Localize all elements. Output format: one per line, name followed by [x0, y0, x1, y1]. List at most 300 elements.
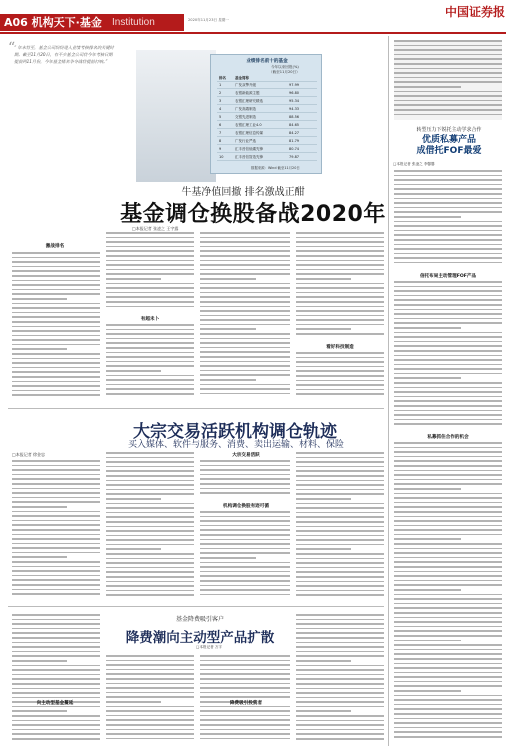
- text-line: [200, 738, 290, 740]
- text-line: [296, 632, 384, 634]
- story1-column-1: [12, 252, 100, 402]
- text-line: [200, 301, 290, 303]
- text-line: [106, 296, 194, 298]
- text-line: [12, 316, 100, 318]
- text-line: [12, 683, 100, 685]
- text-line: [12, 619, 100, 621]
- text-line: [394, 391, 502, 393]
- text-line: [106, 260, 194, 262]
- text-line: [394, 589, 461, 591]
- text-line: [106, 246, 194, 248]
- right-column-body-2: [394, 281, 502, 431]
- text-line: [394, 368, 502, 370]
- text-line: [394, 91, 502, 93]
- text-line: [12, 566, 100, 568]
- text-line: [296, 710, 351, 712]
- text-line: [296, 619, 384, 621]
- text-line: [394, 244, 502, 246]
- table-cell-name: 农银汇理信息传媒: [235, 131, 263, 135]
- text-line: [12, 385, 100, 387]
- text-line: [106, 687, 194, 689]
- text-line: [106, 489, 194, 491]
- text-line: [394, 216, 461, 218]
- text-line: [200, 516, 290, 518]
- text-line: [394, 557, 502, 559]
- text-line: [200, 465, 290, 467]
- text-line: [394, 304, 502, 306]
- text-line: [12, 710, 67, 712]
- text-line: [200, 492, 290, 494]
- text-line: [394, 382, 502, 384]
- text-line: [296, 493, 384, 495]
- text-line: [394, 488, 461, 490]
- text-line: [394, 451, 502, 453]
- text-line: [394, 281, 502, 283]
- text-line: [106, 571, 194, 573]
- text-line: [296, 521, 384, 523]
- table-source: 数据来源：Wind 截至11月20日: [251, 166, 300, 170]
- text-line: [394, 442, 502, 444]
- text-line: [200, 571, 290, 573]
- text-line: [394, 607, 502, 609]
- text-line: [394, 184, 502, 186]
- text-line: [296, 724, 384, 726]
- text-line: [106, 452, 194, 454]
- text-line: [296, 306, 384, 308]
- text-line: [296, 333, 384, 335]
- text-line: [12, 506, 67, 508]
- table-cell-rank: 9: [219, 147, 222, 151]
- text-line: [394, 350, 502, 352]
- text-line: [394, 290, 502, 292]
- table-cell-value: 84.65: [289, 123, 300, 127]
- text-line: [296, 315, 384, 317]
- text-line: [200, 260, 290, 262]
- text-line: [296, 241, 384, 243]
- text-line: [296, 352, 384, 354]
- text-line: [12, 280, 100, 282]
- text-line: [12, 724, 100, 726]
- text-line: [394, 207, 502, 209]
- text-line: [200, 474, 290, 476]
- text-line: [296, 516, 384, 518]
- text-line: [12, 298, 67, 300]
- text-line: [12, 381, 100, 383]
- text-line: [200, 365, 290, 367]
- text-line: [106, 576, 194, 578]
- text-line: [106, 273, 194, 275]
- text-line: [296, 512, 384, 514]
- table-cell-value: 96.80: [289, 91, 300, 95]
- text-line: [296, 614, 384, 616]
- text-line: [12, 632, 100, 634]
- text-line: [106, 347, 194, 349]
- text-line: [394, 635, 502, 637]
- story2-column-4: [296, 452, 384, 600]
- table-row: [217, 107, 317, 113]
- text-line: [394, 516, 502, 518]
- text-line: [200, 237, 290, 239]
- table-cell-rank: 5: [219, 115, 222, 119]
- text-line: [394, 410, 502, 412]
- text-line: [200, 525, 290, 527]
- text-line: [200, 669, 290, 671]
- text-line: [296, 692, 384, 694]
- fund-ranking-table: [210, 54, 322, 174]
- text-line: [106, 306, 194, 308]
- text-line: [200, 246, 290, 248]
- text-line: [12, 733, 100, 735]
- text-line: [296, 273, 384, 275]
- text-line: [394, 612, 502, 614]
- text-line: [200, 580, 290, 582]
- text-line: [394, 95, 502, 97]
- text-line: [296, 484, 384, 486]
- story1-column-2b: [106, 324, 194, 402]
- text-line: [394, 685, 502, 687]
- text-line: [394, 704, 502, 706]
- text-line: [12, 655, 100, 657]
- text-line: [12, 706, 100, 708]
- text-line: [296, 623, 384, 625]
- story2-headline: 大宗交易活跃机构调仓轨迹: [133, 422, 337, 442]
- text-line: [106, 719, 194, 721]
- table-cell-value: 81.79: [289, 139, 300, 143]
- text-line: [394, 104, 502, 106]
- text-line: [12, 575, 100, 577]
- text-line: [106, 292, 194, 294]
- text-line: [394, 640, 461, 642]
- text-line: [296, 287, 384, 289]
- text-line: [296, 562, 384, 564]
- text-line: [106, 706, 194, 708]
- text-line: [394, 54, 502, 56]
- text-line: [106, 338, 194, 340]
- text-line: [12, 353, 100, 355]
- text-line: [106, 493, 194, 495]
- table-cell-name: 广发高端制造: [235, 107, 256, 111]
- text-line: [200, 655, 290, 657]
- section-divider: [8, 408, 384, 409]
- text-line: [394, 626, 502, 628]
- text-line: [394, 584, 502, 586]
- text-line: [296, 489, 384, 491]
- text-line: [12, 358, 100, 360]
- story1-kicker: 牛基净值回撤 排名激战正酣: [181, 187, 305, 198]
- text-line: [12, 275, 100, 277]
- text-line: [12, 579, 100, 581]
- text-line: [394, 483, 502, 485]
- text-line: [296, 480, 384, 482]
- text-line: [296, 232, 384, 234]
- text-line: [106, 567, 194, 569]
- table-row: [217, 139, 317, 145]
- text-line: [296, 357, 384, 359]
- table-cell-rank: 8: [219, 139, 222, 143]
- section-title-en: Institution: [112, 17, 155, 28]
- text-line: [394, 414, 502, 416]
- text-line: [106, 264, 194, 266]
- text-line: [394, 322, 502, 324]
- table-cell-name: 汇丰晋信智造先锋: [235, 155, 263, 159]
- text-line: [200, 255, 290, 257]
- text-line: [12, 293, 100, 295]
- text-line: [106, 324, 194, 326]
- text-line: [296, 324, 384, 326]
- text-line: [394, 621, 502, 623]
- text-line: [296, 380, 384, 382]
- table-header-rank: 排名: [219, 76, 226, 80]
- text-line: [394, 543, 502, 545]
- text-line: [394, 100, 502, 102]
- text-line: [394, 419, 502, 421]
- text-line: [296, 683, 384, 685]
- text-line: [296, 660, 351, 662]
- text-line: [296, 526, 384, 528]
- table-cell-name: 广发双擎升级: [235, 83, 256, 87]
- right-top-image: [394, 40, 502, 120]
- text-line: [106, 283, 194, 285]
- story1-column-2: [106, 232, 194, 312]
- story1-column-4b: [296, 352, 384, 402]
- text-line: [200, 562, 290, 564]
- text-line: [200, 566, 290, 568]
- right-column-body-1: [394, 170, 502, 270]
- text-line: [12, 561, 100, 563]
- text-line: [394, 681, 502, 683]
- right-headline: [394, 135, 504, 157]
- table-row: [217, 131, 317, 137]
- text-line: [12, 556, 67, 558]
- text-line: [200, 664, 290, 666]
- text-line: [296, 729, 384, 731]
- text-line: [12, 261, 100, 263]
- text-line: [296, 544, 384, 546]
- text-line: [394, 286, 502, 288]
- text-line: [296, 452, 384, 454]
- text-line: [296, 255, 384, 257]
- text-line: [200, 589, 290, 591]
- text-line: [394, 456, 502, 458]
- text-line: [394, 529, 502, 531]
- text-line: [200, 460, 290, 462]
- text-line: [200, 710, 290, 712]
- text-line: [106, 516, 194, 518]
- story1-subhead: 有超未卜: [140, 317, 160, 322]
- text-line: [106, 255, 194, 257]
- table-cell-name: 农银新能源主题: [235, 91, 260, 95]
- text-line: [106, 673, 194, 675]
- text-line: [296, 301, 384, 303]
- text-line: [296, 384, 384, 386]
- text-line: [394, 58, 502, 60]
- story3-kicker: 基金降费吸引客户: [175, 616, 224, 623]
- text-line: [296, 674, 384, 676]
- text-line: [394, 497, 502, 499]
- text-line: [394, 474, 502, 476]
- table-cell-value: 80.74: [289, 147, 300, 151]
- text-line: [394, 77, 502, 79]
- text-line: [200, 488, 290, 490]
- text-line: [394, 309, 502, 311]
- text-line: [394, 722, 502, 724]
- text-line: [200, 687, 290, 689]
- text-line: [12, 394, 100, 396]
- issue-date: 2020年11月23日 星期一: [188, 18, 229, 22]
- table-row: [217, 155, 317, 161]
- text-line: [106, 683, 194, 685]
- text-line: [296, 553, 384, 555]
- text-line: [296, 466, 384, 468]
- text-line: [106, 388, 194, 390]
- table-cell-rank: 2: [219, 91, 222, 95]
- text-line: [394, 373, 502, 375]
- masthead-logo: 中国证券报: [445, 5, 506, 19]
- text-line: [106, 466, 194, 468]
- text-line: [296, 260, 384, 262]
- text-line: [296, 697, 384, 699]
- story-photo: [136, 50, 216, 182]
- text-line: [394, 663, 502, 665]
- text-line: [200, 719, 290, 721]
- text-line: [12, 376, 100, 378]
- text-line: [296, 665, 384, 667]
- story3-column-1: [12, 614, 100, 746]
- text-line: [106, 562, 194, 564]
- text-line: [12, 642, 100, 644]
- text-line: [394, 188, 502, 190]
- table-row: [217, 91, 317, 97]
- text-line: [12, 720, 100, 722]
- text-line: [12, 524, 100, 526]
- text-line: [12, 688, 100, 690]
- text-line: [394, 580, 502, 582]
- text-line: [296, 655, 384, 657]
- text-line: [12, 312, 100, 314]
- text-line: [12, 270, 100, 272]
- text-line: [12, 348, 67, 350]
- text-line: [12, 520, 100, 522]
- text-line: [106, 480, 194, 482]
- text-line: [394, 561, 502, 563]
- text-line: [394, 511, 502, 513]
- text-line: [106, 701, 161, 703]
- text-line: [12, 674, 100, 676]
- text-line: [394, 327, 461, 329]
- text-line: [12, 538, 100, 540]
- text-line: [394, 179, 502, 181]
- story1-subhead: 看好科技制造: [326, 345, 354, 350]
- column-divider: [388, 36, 389, 746]
- text-line: [296, 642, 384, 644]
- text-line: [296, 706, 384, 708]
- text-line: [394, 45, 502, 47]
- text-line: [394, 460, 502, 462]
- story2-column-1: [12, 460, 100, 600]
- text-line: [106, 370, 161, 372]
- text-line: [200, 520, 290, 522]
- header-rule: [0, 32, 506, 34]
- text-line: [200, 575, 290, 577]
- text-line: [394, 470, 502, 472]
- text-line: [200, 241, 290, 243]
- text-line: [12, 589, 100, 591]
- table-cell-value: 97.99: [289, 83, 300, 87]
- text-line: [12, 252, 100, 254]
- text-line: [106, 333, 194, 335]
- right-headline-line2: 成借托FOF最爱: [416, 146, 482, 156]
- text-line: [106, 669, 194, 671]
- section-divider: [8, 606, 384, 607]
- text-line: [12, 515, 100, 517]
- table-cell-rank: 10: [219, 155, 224, 159]
- text-line: [106, 581, 194, 583]
- text-line: [394, 336, 502, 338]
- text-line: [394, 313, 502, 315]
- text-line: [200, 370, 290, 372]
- table-row: [217, 147, 317, 153]
- text-line: [394, 68, 502, 70]
- text-line: [394, 63, 502, 65]
- text-line: [106, 484, 194, 486]
- text-line: [296, 366, 384, 368]
- text-line: [106, 692, 194, 694]
- text-line: [106, 287, 194, 289]
- text-line: [394, 598, 502, 600]
- text-line: [200, 724, 290, 726]
- text-line: [394, 653, 502, 655]
- text-line: [200, 469, 290, 471]
- text-line: [200, 534, 290, 536]
- text-line: [200, 283, 290, 285]
- text-line: [12, 492, 100, 494]
- text-line: [394, 400, 502, 402]
- text-line: [200, 287, 290, 289]
- text-line: [296, 571, 384, 573]
- text-line: [200, 384, 290, 386]
- table-cell-rank: 4: [219, 107, 222, 111]
- text-line: [394, 594, 502, 596]
- text-line: [106, 356, 194, 358]
- text-line: [12, 623, 100, 625]
- text-line: [296, 292, 384, 294]
- text-line: [394, 699, 502, 701]
- text-line: [394, 502, 502, 504]
- text-line: [12, 257, 100, 259]
- text-line: [394, 40, 502, 42]
- text-line: [200, 333, 290, 335]
- text-line: [296, 701, 384, 703]
- text-line: [106, 379, 194, 381]
- text-line: [296, 507, 384, 509]
- text-line: [296, 503, 384, 505]
- text-line: [296, 264, 384, 266]
- text-line: [106, 535, 194, 537]
- text-line: [200, 388, 290, 390]
- text-line: [106, 342, 194, 344]
- text-line: [394, 262, 502, 264]
- story1-column-3: [200, 232, 290, 402]
- text-line: [106, 232, 194, 234]
- text-line: [394, 211, 502, 213]
- story3-column-2: [106, 655, 194, 745]
- table-cell-value: 79.87: [289, 155, 300, 159]
- table-row: [217, 115, 317, 121]
- text-line: [394, 538, 461, 540]
- story3-subhead: 向主动型基金蔓延: [36, 701, 74, 706]
- text-line: [394, 175, 502, 177]
- text-line: [106, 475, 194, 477]
